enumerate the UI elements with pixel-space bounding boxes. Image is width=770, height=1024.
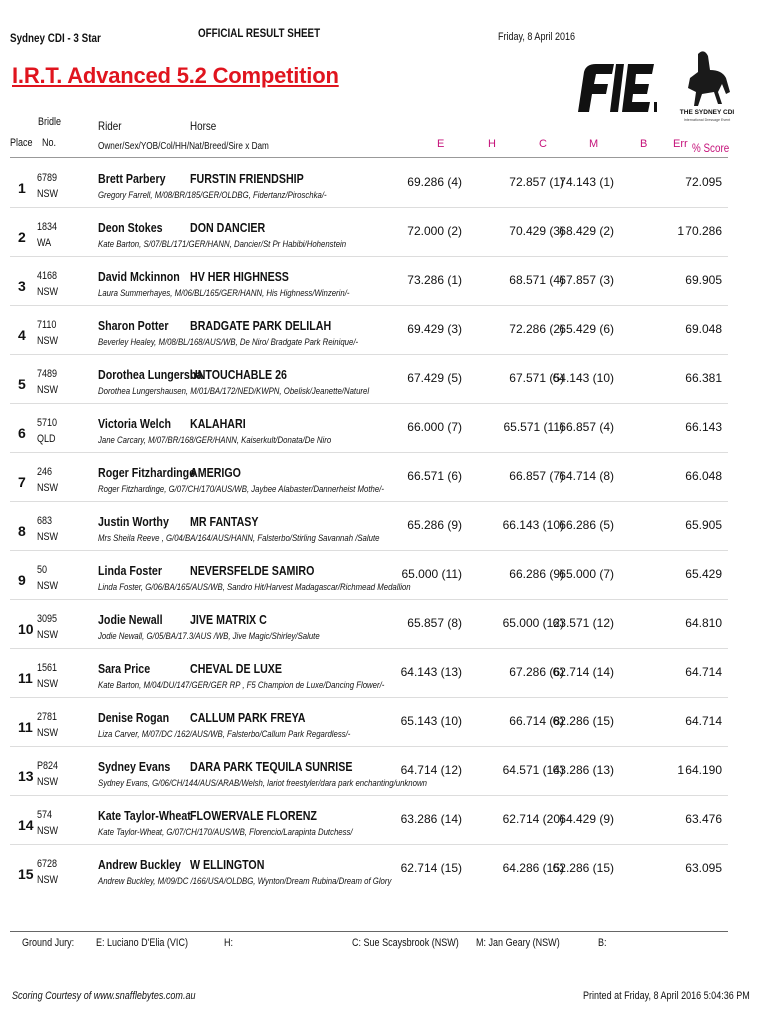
percent-score: 69.905: [685, 273, 722, 287]
rider-name: Sara Price: [98, 661, 151, 676]
jury-label: Ground Jury:: [22, 937, 75, 949]
scoring-credit: Scoring Courtesy of www.snafflebytes.com.au: [12, 990, 196, 1002]
score-m: 63.286 (13): [552, 763, 614, 777]
place-number: 14: [18, 817, 34, 833]
score-c: 65.000 (12): [502, 616, 564, 630]
sheet-date: Friday, 8 April 2016: [498, 31, 576, 43]
table-row: [0, 857, 770, 915]
place-number: 6: [18, 425, 26, 441]
percent-score: 63.476: [685, 812, 722, 826]
rider-name: Linda Foster: [98, 563, 162, 578]
svg-text:International Dressage Event: International Dressage Event: [683, 118, 731, 122]
place-number: 3: [18, 278, 26, 294]
col-b: B: [640, 138, 648, 150]
percent-score: 64.190: [685, 763, 722, 777]
percent-score: 66.381: [685, 371, 722, 385]
horse-name: UNTOUCHABLE 26: [190, 367, 287, 382]
bridle-number: P824 NSW: [37, 760, 59, 788]
score-m: 65.000 (7): [559, 567, 614, 581]
score-c: 65.571 (11): [503, 420, 564, 434]
col-horse: Horse: [190, 119, 217, 133]
score-e: 64.714 (12): [400, 763, 462, 777]
horse-name: DARA PARK TEQUILA SUNRISE: [190, 759, 353, 774]
place-number: 1: [18, 180, 26, 196]
col-pct-score: % Score: [692, 141, 730, 155]
jury-b: B:: [598, 937, 607, 949]
score-c: 70.429 (3): [509, 224, 564, 238]
bridle-number: 246 NSW: [37, 466, 59, 494]
owner-details: Jane Carcary, M/07/BR/168/GER/HANN, Kaiserkult/Donata/De Niro: [98, 435, 332, 446]
competition-title: I.R.T. Advanced 5.2 Competition: [12, 63, 339, 88]
horse-name: HV HER HIGHNESS: [190, 269, 289, 284]
rider-name: Sharon Potter: [98, 318, 169, 333]
row-separator: [10, 599, 728, 600]
owner-details: Kate Barton, M/04/DU/147/GER/GER RP , F5 Champion de Luxe/Dancing Flower/-: [98, 680, 385, 691]
row-separator: [10, 697, 728, 698]
col-err: Err: [673, 138, 688, 150]
row-separator: [10, 403, 728, 404]
percent-score: 64.810: [685, 616, 722, 630]
score-e: 66.571 (6): [407, 469, 462, 483]
percent-score: 65.905: [685, 518, 722, 532]
owner-details: Sydney Evans, G/06/CH/144/AUS/ARAB/Welsh, lariot freestyler/dara park enchanting/unknown: [98, 778, 427, 789]
bridle-number: 1834 WA: [37, 221, 58, 249]
score-c: 68.571 (4): [509, 273, 564, 287]
score-m: 62.286 (15): [552, 861, 614, 875]
rider-name: Justin Worthy: [98, 514, 169, 529]
rider-name: David Mckinnon: [98, 269, 180, 284]
errors: 1: [677, 763, 684, 777]
percent-score: 72.095: [685, 175, 722, 189]
score-c: 67.571 (5): [509, 371, 564, 385]
sydney-cdi-logo: [676, 48, 738, 130]
percent-score: 64.714: [685, 665, 722, 679]
rider-name: Andrew Buckley: [98, 857, 181, 872]
col-c: C: [539, 138, 547, 150]
horse-name: BRADGATE PARK DELILAH: [190, 318, 332, 333]
row-separator: [10, 795, 728, 796]
row-separator: [10, 550, 728, 551]
horse-name: AMERIGO: [190, 465, 241, 480]
score-c: 66.143 (10): [502, 518, 564, 532]
bridle-number: 574 NSW: [37, 809, 59, 837]
place-number: 7: [18, 474, 26, 490]
col-no: No.: [42, 137, 57, 149]
bridle-number: 3095 NSW: [37, 613, 59, 641]
bridle-number: 2781 NSW: [37, 711, 59, 739]
score-e: 72.000 (2): [407, 224, 462, 238]
horse-name: NEVERSFELDE SAMIRO: [190, 563, 315, 578]
horse-name: DON DANCIER: [190, 220, 266, 235]
jury-e: E: Luciano D'Elia (VIC): [96, 937, 188, 949]
col-e: E: [437, 138, 445, 150]
horse-name: W ELLINGTON: [190, 857, 265, 872]
col-place: Place: [10, 137, 33, 149]
col-m: M: [589, 138, 599, 150]
score-m: 62.714 (14): [552, 665, 614, 679]
score-e: 67.429 (5): [407, 371, 462, 385]
place-number: 11: [18, 670, 33, 686]
rider-name: Deon Stokes: [98, 220, 163, 235]
score-e: 64.143 (13): [400, 665, 462, 679]
owner-details: Beverley Healey, M/08/BL/168/AUS/WB, De Niro/ Bradgate Park Reinique/-: [98, 337, 359, 348]
percent-score: 66.048: [685, 469, 722, 483]
percent-score: 64.714: [685, 714, 722, 728]
percent-score: 69.048: [685, 322, 722, 336]
jury-m: M: Jan Geary (NSW): [476, 937, 560, 949]
row-separator: [10, 256, 728, 257]
horse-name: FLOWERVALE FLORENZ: [190, 808, 317, 823]
rider-name: Dorothea Lungersha: [98, 367, 203, 382]
bridle-number: 4168 NSW: [37, 270, 59, 298]
row-separator: [10, 844, 728, 845]
score-c: 66.714 (8): [509, 714, 564, 728]
row-separator: [10, 452, 728, 453]
score-m: 64.429 (9): [559, 812, 614, 826]
percent-score: 66.143: [685, 420, 722, 434]
percent-score: 65.429: [685, 567, 722, 581]
event-name: Sydney CDI - 3 Star: [10, 31, 101, 45]
owner-details: Andrew Buckley, M/09/DC /166/USA/OLDBG, Wynton/Dream Rubina/Dream of Glory: [98, 876, 392, 887]
row-separator: [10, 207, 728, 208]
horse-name: MR FANTASY: [190, 514, 259, 529]
percent-score: 70.286: [685, 224, 722, 238]
bridle-number: 1561 NSW: [37, 662, 59, 690]
horse-name: JIVE MATRIX C: [190, 612, 267, 627]
owner-details: Dorothea Lungershausen, M/01/BA/172/NED/KWPN, Obelisk/Jeanette/Naturel: [98, 386, 370, 397]
score-m: 74.143 (1): [559, 175, 614, 189]
score-m: 67.857 (3): [559, 273, 614, 287]
score-e: 62.714 (15): [400, 861, 462, 875]
owner-details: Kate Barton, S/07/BL/171/GER/HANN, Dancier/St Pr Habibi/Hohenstein: [98, 239, 347, 250]
score-c: 72.286 (2): [509, 322, 564, 336]
score-m: 62.286 (15): [552, 714, 614, 728]
owner-details: Jodie Newall, G/05/BA/17.3/AUS /WB, Jive Magic/Shirley/Salute: [98, 631, 320, 642]
horse-name: CHEVAL DE LUXE: [190, 661, 283, 676]
bridle-number: 6789 NSW: [37, 172, 59, 200]
jury-h: H:: [224, 937, 234, 949]
col-h: H: [488, 138, 496, 150]
bridle-number: 6728 NSW: [37, 858, 59, 886]
place-number: 11: [18, 719, 33, 735]
score-e: 73.286 (1): [407, 273, 462, 287]
score-m: 68.429 (2): [559, 224, 614, 238]
rider-name: Sydney Evans: [98, 759, 171, 774]
sheet-title: OFFICIAL RESULT SHEET: [198, 26, 321, 40]
row-separator: [10, 648, 728, 649]
rider-name: Kate Taylor-Wheat: [98, 808, 191, 823]
rider-name: Brett Parbery: [98, 171, 166, 186]
row-separator: [10, 305, 728, 306]
owner-details: Laura Summerhayes, M/06/BL/165/GER/HANN, His Highness/Winzerin/-: [98, 288, 350, 299]
score-c: 64.286 (15): [502, 861, 564, 875]
score-e: 63.286 (14): [400, 812, 462, 826]
score-c: 62.714 (20): [502, 812, 564, 826]
score-m: 66.857 (4): [559, 420, 614, 434]
row-separator: [10, 354, 728, 355]
score-c: 64.571 (14): [502, 763, 564, 777]
rider-name: Roger Fitzhardinge: [98, 465, 196, 480]
place-number: 10: [18, 621, 34, 637]
score-m: 63.571 (12): [552, 616, 614, 630]
rider-name: Jodie Newall: [98, 612, 163, 627]
score-c: 66.857 (7): [509, 469, 564, 483]
jury-c: C: Sue Scaysbrook (NSW): [352, 937, 459, 949]
score-e: 65.000 (11): [401, 567, 462, 581]
score-e: 69.286 (4): [407, 175, 462, 189]
owner-details: Liza Carver, M/07/DC /162/AUS/WB, Falsterbo/Callum Park Regardless/-: [98, 729, 351, 740]
horse-name: FURSTIN FRIENDSHIP: [190, 171, 304, 186]
score-e: 65.143 (10): [400, 714, 462, 728]
svg-text:THE SYDNEY CDI: THE SYDNEY CDI: [679, 109, 735, 116]
owner-details: Gregory Farrell, M/08/BR/185/GER/OLDBG, Fidertanz/Piroschka/-: [98, 190, 327, 201]
horse-name: KALAHARI: [190, 416, 246, 431]
place-number: 4: [18, 327, 26, 343]
rider-name: Denise Rogan: [98, 710, 170, 725]
score-e: 69.429 (3): [407, 322, 462, 336]
score-c: 67.286 (6): [509, 665, 564, 679]
place-number: 2: [18, 229, 26, 245]
place-number: 8: [18, 523, 26, 539]
place-number: 13: [18, 768, 34, 784]
score-m: 66.286 (5): [559, 518, 614, 532]
bridle-number: 5710 QLD: [37, 417, 58, 445]
footer-separator: [10, 931, 728, 932]
place-number: 9: [18, 572, 26, 588]
score-c: 66.286 (9): [509, 567, 564, 581]
score-e: 66.000 (7): [407, 420, 462, 434]
errors: 1: [677, 224, 684, 238]
score-m: 64.714 (8): [559, 469, 614, 483]
bridle-number: 7110 NSW: [37, 319, 59, 347]
row-separator: [10, 501, 728, 502]
col-bridle: Bridle: [38, 116, 62, 128]
score-e: 65.286 (9): [407, 518, 462, 532]
score-m: 64.143 (10): [552, 371, 614, 385]
owner-details: Linda Foster, G/06/BA/165/AUS/WB, Sandro Hit/Harvest Madagascar/Richmead Medallion: [98, 582, 411, 593]
bridle-number: 683 NSW: [37, 515, 59, 543]
place-number: 5: [18, 376, 26, 392]
owner-details: Kate Taylor-Wheat, G/07/CH/170/AUS/WB, Florencio/Larapinta Dutchess/: [98, 827, 353, 838]
place-number: 15: [18, 866, 34, 882]
percent-score: 63.095: [685, 861, 722, 875]
bridle-number: 7489 NSW: [37, 368, 59, 396]
header-separator: [10, 157, 728, 158]
bridle-number: 50 NSW: [37, 564, 59, 592]
score-c: 72.857 (1): [509, 175, 564, 189]
owner-details: Roger Fitzhardinge, G/07/CH/170/AUS/WB, Jaybee Alabaster/Dannerheist Mothe/-: [98, 484, 384, 495]
horse-name: CALLUM PARK FREYA: [190, 710, 306, 725]
printed-timestamp: Printed at Friday, 8 April 2016 5:04:36 PM: [583, 990, 750, 1002]
fei-logo: [574, 60, 664, 114]
owner-details: Mrs Sheila Reeve , G/04/BA/164/AUS/HANN, Falsterbo/Stirling Savannah /Salute: [98, 533, 380, 544]
col-rider: Rider: [98, 119, 122, 133]
row-separator: [10, 746, 728, 747]
score-m: 65.429 (6): [559, 322, 614, 336]
score-e: 65.857 (8): [407, 616, 462, 630]
rider-name: Victoria Welch: [98, 416, 172, 431]
col-owner: Owner/Sex/YOB/Col/HH/Nat/Breed/Sire x Dam: [98, 141, 269, 152]
